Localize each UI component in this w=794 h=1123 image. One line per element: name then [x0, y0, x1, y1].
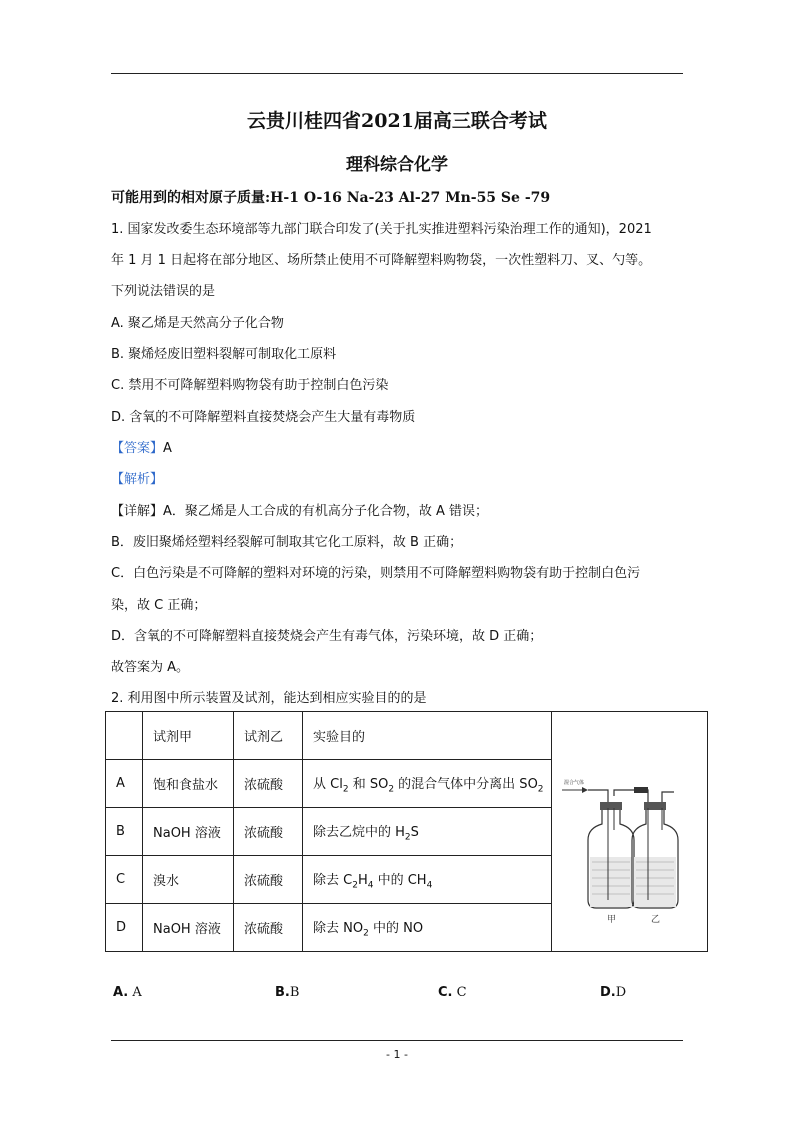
experiment-goal: 除去乙烷中的 $H_2S$: [303, 808, 552, 856]
q1-detail-line3: C．白色污染是不可降解的塑料对环境的污染，则禁用不可降解塑料购物袋有助于控制白色污: [111, 566, 641, 581]
reagent-jia: NaOH 溶液: [143, 904, 234, 952]
q1-stem-line1: 1. 国家发改委生态环境部等九部门联合印发了(关于扎实推进塑料污染治理工作的通知)，2021: [111, 222, 652, 237]
header-cell: 试剂乙: [234, 712, 303, 760]
row-label: C: [106, 856, 143, 904]
bottle-yi-label: 乙: [651, 915, 661, 925]
q2-table: [105, 711, 708, 952]
page-subtitle: 理科综合化学: [346, 155, 448, 175]
answer-value: A: [163, 441, 172, 456]
q1-detail-line2: B．废旧聚烯烃塑料经裂解可制取其它化工原料，故 B 正确；: [111, 535, 463, 550]
row-label: D: [106, 904, 143, 952]
reagent-jia: NaOH 溶液: [143, 808, 234, 856]
header-cell: 试剂甲: [143, 712, 234, 760]
q1-option-d: D. 含氧的不可降解塑料直接焚烧会产生大量有毒物质: [111, 410, 416, 425]
q1-detail-line6: 故答案为 A。: [111, 660, 190, 675]
apparatus-cell: [552, 712, 708, 952]
bottom-rule: [111, 1040, 683, 1041]
experiment-goal: 除去 $NO_2$ 中的 NO: [303, 904, 552, 952]
answer-label: 【答案】: [111, 441, 164, 456]
q1-answer: [111, 437, 172, 456]
q1-detail-line5: D．含氧的不可降解塑料直接焚烧会产生有毒气体，污染环境，故 D 正确；: [111, 629, 543, 644]
page-title: 云贵川桂四省2021届高三联合考试: [247, 110, 547, 132]
experiment-goal: 除去 $C_2H_4$ 中的 $CH_4$: [303, 856, 552, 904]
q1-option-c: C. 禁用不可降解塑料购物袋有助于控制白色污染: [111, 378, 389, 393]
header-cell: 实验目的: [303, 712, 552, 760]
q2-choice-d: D.D: [600, 985, 627, 1000]
atomic-masses: 可能用到的相对原子质量:H-1 O-16 Na-23 Al-27 Mn-55 Se -79: [111, 190, 551, 206]
q2-choice-a: A. A: [113, 985, 142, 1000]
row-label: A: [106, 760, 143, 808]
q1-detail-line1: 【详解】A．聚乙烯是人工合成的有机高分子化合物，故 A 错误；: [111, 504, 489, 519]
reagent-jia: 溴水: [143, 856, 234, 904]
inlet-label: 混合气体: [564, 780, 585, 786]
page-number: - 1 -: [386, 1048, 408, 1061]
reagent-yi: 浓硫酸: [234, 808, 303, 856]
q1-stem-line2: 年 1 月 1 日起将在部分地区、场所禁止使用不可降解塑料购物袋，一次性塑料刀、叉、勺等。: [111, 253, 652, 268]
arrow-head-icon: [582, 787, 588, 793]
q1-stem-line3: 下列说法错误的是: [111, 284, 216, 299]
q1-option-b: B. 聚烯烃废旧塑料裂解可制取化工原料: [111, 347, 337, 362]
q1-option-a: A. 聚乙烯是天然高分子化合物: [111, 316, 284, 331]
q2-stem: 2. 利用图中所示装置及试剂，能达到相应实验目的的是: [111, 691, 427, 706]
gas-washing-apparatus: [552, 712, 707, 947]
reagent-yi: 浓硫酸: [234, 856, 303, 904]
q2-choice-b: B.B: [275, 985, 300, 1000]
experiment-goal: 从 $Cl_2$ 和 $SO_2$ 的混合气体中分离出 $SO_2$: [303, 760, 552, 808]
bottle-jia-label: 甲: [607, 915, 617, 925]
reagent-yi: 浓硫酸: [234, 760, 303, 808]
top-rule: [111, 73, 683, 74]
reagent-jia: 饱和食盐水: [143, 760, 234, 808]
reagent-yi: 浓硫酸: [234, 904, 303, 952]
q2-choice-c: C. C: [438, 985, 467, 1000]
bottle-jia: [588, 802, 634, 908]
row-label: B: [106, 808, 143, 856]
header-cell: [106, 712, 143, 760]
bottle-yi: [632, 802, 678, 908]
table-row: [106, 712, 708, 760]
q1-detail-line4: 染，故 C 正确；: [111, 598, 207, 613]
analysis-label: 【解析】: [111, 472, 164, 487]
